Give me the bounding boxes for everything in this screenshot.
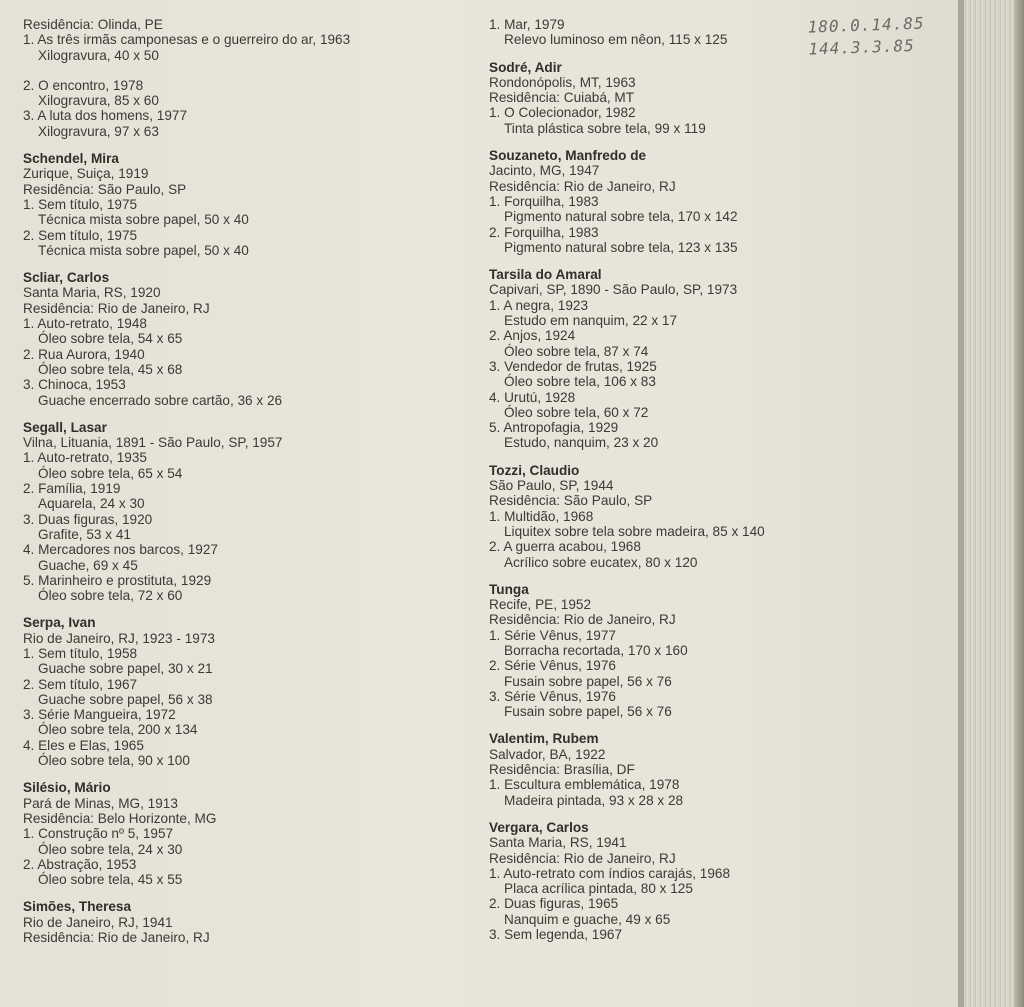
artwork-title: 1. O Colecionador, 1982 xyxy=(489,105,636,121)
artwork-detail: Óleo sobre tela, 24 x 30 xyxy=(38,841,183,857)
artwork-detail: Fusain sobre papel, 56 x 76 xyxy=(504,704,672,720)
artist-name: Scliar, Carlos xyxy=(23,270,110,286)
artwork-detail: Técnica mista sobre papel, 50 x 40 xyxy=(38,242,249,258)
artwork-title: 1. A negra, 1923 xyxy=(489,297,589,313)
artwork-title: 1. As três irmãs camponesas e o guerreiro do ar, 1963 xyxy=(23,32,351,48)
artwork-detail: Placa acrílica pintada, 80 x 125 xyxy=(504,881,693,897)
artist-name: Sodré, Adir xyxy=(489,59,562,75)
artwork-detail: Óleo sobre tela, 65 x 54 xyxy=(38,465,183,481)
artwork-detail: Grafite, 53 x 41 xyxy=(38,526,131,542)
artwork-title: 2. Sem título, 1967 xyxy=(23,676,138,692)
artwork-title: 1. Auto-retrato, 1935 xyxy=(23,450,147,466)
artist-name: Segall, Lasar xyxy=(23,419,107,435)
artwork-title: 2. A guerra acabou, 1968 xyxy=(489,539,641,555)
artwork-title: 3. A luta dos homens, 1977 xyxy=(23,108,188,124)
artwork-detail: Xilogravura, 85 x 60 xyxy=(38,93,159,109)
artist-info-line: Rio de Janeiro, RJ, 1941 xyxy=(23,914,173,930)
artist-entry xyxy=(23,780,463,887)
artist-info-line: Capivari, SP, 1890 - São Paulo, SP, 1973 xyxy=(489,282,738,298)
artwork-detail: Óleo sobre tela, 72 x 60 xyxy=(38,588,183,604)
artwork-title: 1. Sem título, 1975 xyxy=(23,196,138,212)
artist-entry xyxy=(489,731,909,807)
artwork-title: 4. Mercadores nos barcos, 1927 xyxy=(23,542,218,558)
artwork-title: 2. Anjos, 1924 xyxy=(489,328,576,344)
artist-entry xyxy=(23,151,463,258)
artist-info-line: Residência: Rio de Janeiro, RJ xyxy=(489,850,676,866)
artist-info-line: Santa Maria, RS, 1920 xyxy=(23,285,161,301)
artist-info-line: Santa Maria, RS, 1941 xyxy=(489,835,627,851)
artist-entry xyxy=(23,899,463,945)
artist-info-line: Residência: São Paulo, SP xyxy=(489,493,653,509)
artwork-title: 1. Forquilha, 1983 xyxy=(489,193,599,209)
artwork-title: 1. Escultura emblemática, 1978 xyxy=(489,777,680,793)
artist-info-line: Vilna, Lituania, 1891 - São Paulo, SP, 1957 xyxy=(23,435,283,451)
page-gutter-shadow xyxy=(958,0,964,1007)
artwork-detail: Guache encerrado sobre cartão, 36 x 26 xyxy=(38,392,283,408)
artist-info-line: Jacinto, MG, 1947 xyxy=(489,163,600,179)
artwork-detail: Pigmento natural sobre tela, 170 x 142 xyxy=(504,209,738,225)
artwork-detail: Tinta plástica sobre tela, 99 x 119 xyxy=(504,120,706,136)
artwork-detail: Óleo sobre tela, 60 x 72 xyxy=(504,404,649,420)
artist-entry xyxy=(23,615,463,768)
artwork-detail: Óleo sobre tela, 200 x 134 xyxy=(38,722,198,738)
artwork-detail: Liquitex sobre tela sobre madeira, 85 x 140 xyxy=(504,523,765,539)
artwork-title: 1. Série Vênus, 1977 xyxy=(489,627,616,643)
artist-name: Simões, Theresa xyxy=(23,899,132,915)
artwork-title: 2. Forquilha, 1983 xyxy=(489,224,599,240)
artwork-detail: Óleo sobre tela, 45 x 55 xyxy=(38,872,183,888)
artist-entry xyxy=(489,582,909,720)
artwork-detail: Nanquim e guache, 49 x 65 xyxy=(504,911,671,927)
artist-info-line: Zurique, Suiça, 1919 xyxy=(23,166,149,182)
artist-name: Tunga xyxy=(489,581,529,597)
artwork-title: 3. Série Vênus, 1976 xyxy=(489,688,616,704)
artist-info-line: Residência: Belo Horizonte, MG xyxy=(23,810,217,826)
artwork-title: 5. Marinheiro e prostituta, 1929 xyxy=(23,572,212,588)
spacer xyxy=(23,63,463,78)
artwork-title: 2. Família, 1919 xyxy=(23,481,121,497)
artwork-detail: Madeira pintada, 93 x 28 x 28 xyxy=(504,792,684,808)
artist-info-line: Residência: Brasília, DF xyxy=(489,762,635,778)
artwork-detail: Estudo em nanquim, 22 x 17 xyxy=(504,313,678,329)
artwork-title: 1. Construção nº 5, 1957 xyxy=(23,826,174,842)
artwork-detail: Óleo sobre tela, 90 x 100 xyxy=(38,753,190,769)
artist-name: Souzaneto, Manfredo de xyxy=(489,148,647,164)
artwork-title: 1. Mar, 1979 xyxy=(489,17,565,32)
artwork-detail: Aquarela, 24 x 30 xyxy=(38,496,145,512)
artist-info-line: Salvador, BA, 1922 xyxy=(489,746,606,762)
artist-info-line: Residência: Rio de Janeiro, RJ xyxy=(23,930,210,946)
artist-info-line: Pará de Minas, MG, 1913 xyxy=(23,795,178,811)
artwork-detail: Guache sobre papel, 56 x 38 xyxy=(38,691,213,707)
artist-info-line: Rondonópolis, MT, 1963 xyxy=(489,74,636,90)
artwork-title: 5. Antropofagia, 1929 xyxy=(489,420,619,436)
artwork-detail: Fusain sobre papel, 56 x 76 xyxy=(504,673,672,689)
artwork-detail: Xilogravura, 40 x 50 xyxy=(38,47,159,63)
artwork-title: 2. Sem título, 1975 xyxy=(23,227,138,243)
artwork-detail: Técnica mista sobre papel, 50 x 40 xyxy=(38,212,249,228)
artwork-title: 2. Duas figuras, 1965 xyxy=(489,896,619,912)
artist-info-line: Residência: Rio de Janeiro, RJ xyxy=(489,178,676,194)
artwork-title: 3. Duas figuras, 1920 xyxy=(23,511,153,527)
artwork-detail: Óleo sobre tela, 54 x 65 xyxy=(38,331,183,347)
artist-entry xyxy=(489,60,909,136)
artist-name: Silésio, Mário xyxy=(23,780,111,796)
handwritten-line: 180.0.14.85 xyxy=(807,13,925,37)
artist-name: Vergara, Carlos xyxy=(489,819,589,835)
artwork-title: 2. Rua Aurora, 1940 xyxy=(23,346,145,362)
artwork-title: 3. Vendedor de frutas, 1925 xyxy=(489,358,657,374)
artist-entry xyxy=(489,148,909,255)
artwork-title: 1. Sem título, 1958 xyxy=(23,645,138,661)
artist-info-line: Rio de Janeiro, RJ, 1923 - 1973 xyxy=(23,630,215,646)
artwork-title: 2. Série Vênus, 1976 xyxy=(489,658,616,674)
artist-name: Serpa, Ivan xyxy=(23,615,96,631)
page-edges xyxy=(958,0,1024,1007)
artist-name: Tozzi, Claudio xyxy=(489,462,580,478)
artwork-title: 4. Eles e Elas, 1965 xyxy=(23,737,144,753)
handwritten-line: 144.3.3.85 xyxy=(808,35,916,59)
artist-entry xyxy=(23,420,463,604)
artwork-detail: Óleo sobre tela, 45 x 68 xyxy=(38,361,183,377)
artist-entry xyxy=(489,267,909,451)
artwork-detail: Pigmento natural sobre tela, 123 x 135 xyxy=(504,239,738,255)
left-column xyxy=(23,17,463,957)
artist-info-line: Recife, PE, 1952 xyxy=(489,597,592,613)
artist-entry xyxy=(23,17,463,139)
book-spine xyxy=(1014,0,1024,1007)
artwork-detail: Acrílico sobre eucatex, 80 x 120 xyxy=(504,554,698,570)
artwork-detail: Óleo sobre tela, 87 x 74 xyxy=(504,343,649,359)
artist-info-line: São Paulo, SP, 1944 xyxy=(489,478,614,494)
artwork-title: 2. O encontro, 1978 xyxy=(23,77,144,93)
artwork-detail: Guache sobre papel, 30 x 21 xyxy=(38,661,213,677)
artist-name: Schendel, Mira xyxy=(23,151,119,167)
artwork-detail: Óleo sobre tela, 106 x 83 xyxy=(504,374,656,390)
artwork-detail: Xilogravura, 97 x 63 xyxy=(38,123,159,139)
artwork-title: 1. Multidão, 1968 xyxy=(489,508,594,524)
artwork-title: 2. Abstração, 1953 xyxy=(23,856,137,872)
artist-entry xyxy=(23,270,463,408)
artist-entry xyxy=(489,463,909,570)
artwork-detail: Guache, 69 x 45 xyxy=(38,557,138,573)
artwork-detail: Estudo, nanquim, 23 x 20 xyxy=(504,435,659,451)
artwork-title: 1. Auto-retrato com índios carajás, 1968 xyxy=(489,865,731,881)
artwork-title: 1. Auto-retrato, 1948 xyxy=(23,316,147,332)
artwork-title: 3. Sem legenda, 1967 xyxy=(489,927,623,943)
artist-info-line: Residência: Rio de Janeiro, RJ xyxy=(23,300,210,316)
right-column xyxy=(489,17,909,954)
artist-info-line: Residência: Cuiabá, MT xyxy=(489,90,635,106)
artist-info-line: Residência: Olinda, PE xyxy=(23,17,163,32)
artist-entry xyxy=(489,820,909,942)
artwork-title: 4. Urutú, 1928 xyxy=(489,389,576,405)
artwork-title: 3. Série Mangueira, 1972 xyxy=(23,707,176,723)
artist-name: Valentim, Rubem xyxy=(489,731,599,747)
artwork-title: 3. Chinoca, 1953 xyxy=(23,377,126,393)
handwritten-accession-note xyxy=(807,11,958,60)
artwork-detail: Borracha recortada, 170 x 160 xyxy=(504,642,688,658)
artist-name: Tarsila do Amaral xyxy=(489,267,602,283)
artwork-detail: Relevo luminoso em nêon, 115 x 125 xyxy=(504,32,728,48)
artist-info-line: Residência: Rio de Janeiro, RJ xyxy=(489,612,676,628)
artist-info-line: Residência: São Paulo, SP xyxy=(23,181,187,197)
